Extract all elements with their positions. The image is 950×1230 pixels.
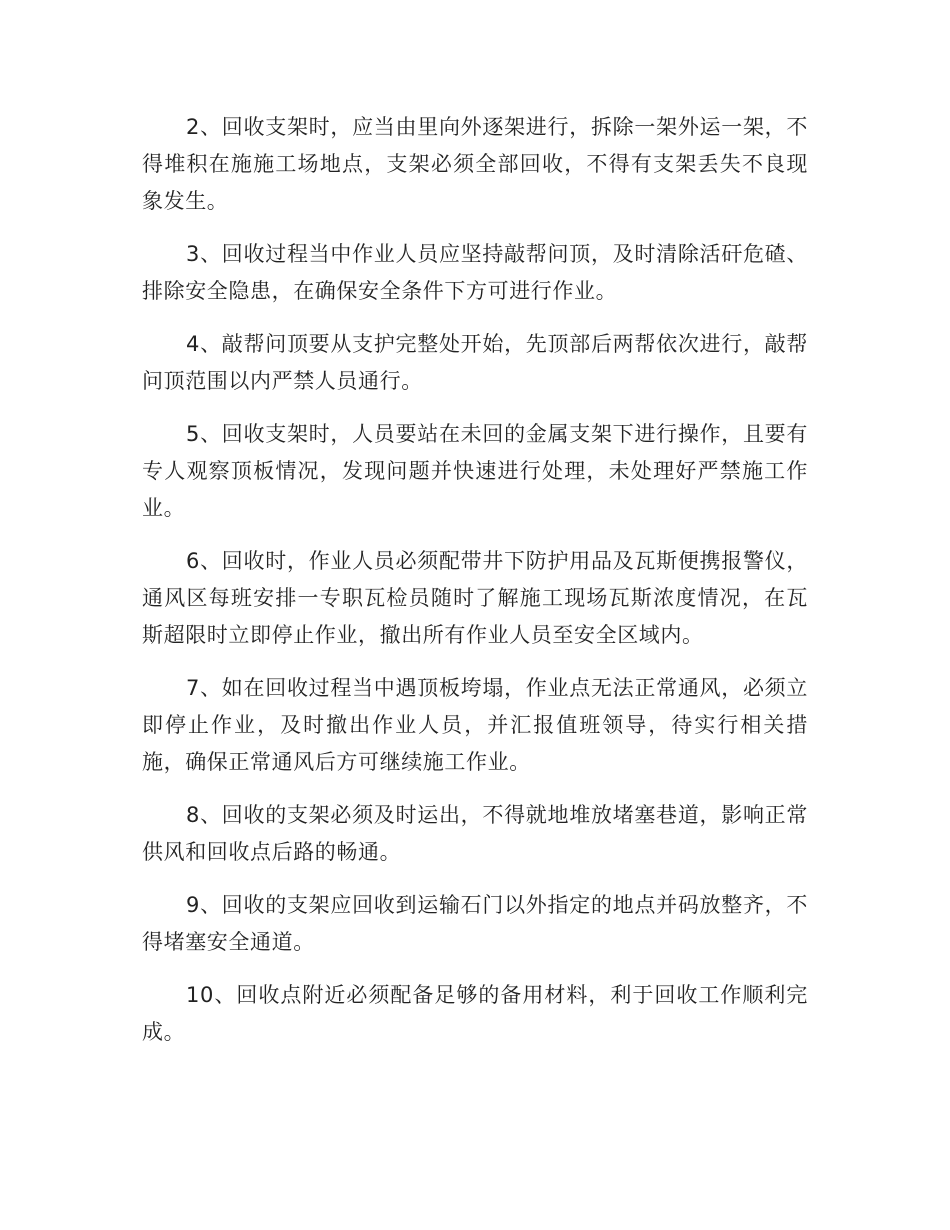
paragraph-item-6: 6、回收时，作业人员必须配带井下防护用品及瓦斯便携报警仪，通风区每班安排一专职瓦检员随时了解施工现场瓦斯浓度情况，在瓦斯超限时立即停止作业，撤出所有作业人员至安全区域内。 [142,549,808,647]
paragraph-item-4: 4、敲帮问顶要从支护完整处开始，先顶部后两帮依次进行，敲帮问顶范围以内严禁人员通行。 [142,332,808,393]
paragraph-item-9: 9、回收的支架应回收到运输石门以外指定的地点并码放整齐，不得堵塞安全通道。 [142,893,808,954]
paragraph-item-8: 8、回收的支架必须及时运出，不得就地堆放堵塞巷道，影响正常供风和回收点后路的畅通。 [142,803,808,864]
document-body [142,109,808,1067]
paragraph-item-3: 3、回收过程当中作业人员应坚持敲帮问顶，及时清除活矸危碴、排除安全隐患，在确保安全条件下方可进行作业。 [142,242,808,303]
paragraph-item-10: 10、回收点附近必须配备足够的备用材料，利于回收工作顺利完成。 [142,983,808,1044]
paragraph-item-5: 5、回收支架时，人员要站在未回的金属支架下进行操作，且要有专人观察顶板情况，发现问题并快速进行处理，未处理好严禁施工作业。 [142,422,808,520]
paragraph-item-7: 7、如在回收过程当中遇顶板垮塌，作业点无法正常通风，必须立即停止作业，及时撤出作业人员，并汇报值班领导，待实行相关措施，确保正常通风后方可继续施工作业。 [142,676,808,774]
paragraph-item-2: 2、回收支架时，应当由里向外逐架进行，拆除一架外运一架，不得堆积在施施工场地点，支架必须全部回收，不得有支架丢失不良现象发生。 [142,115,808,213]
